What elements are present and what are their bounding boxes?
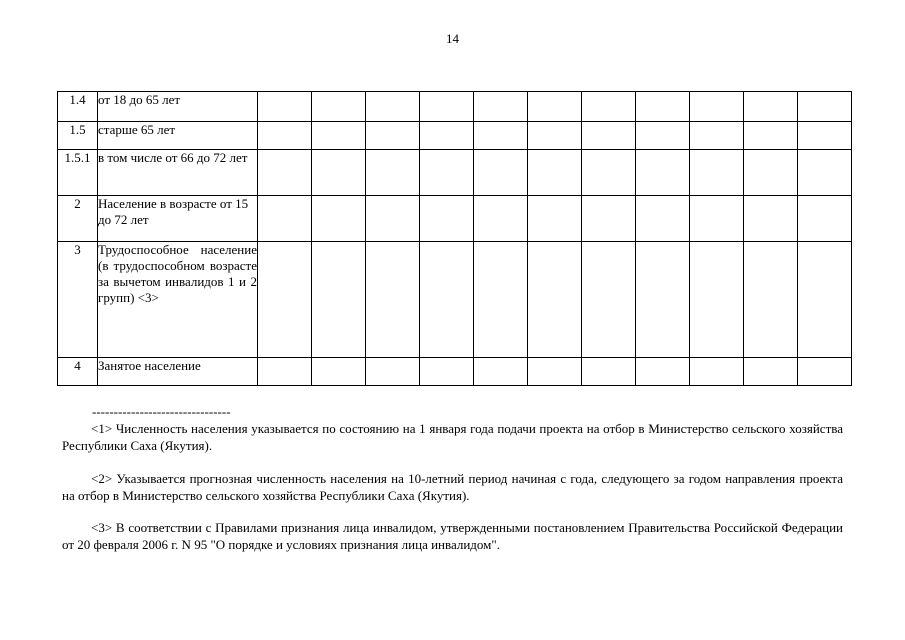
empty-value-cell [312, 242, 366, 358]
empty-value-cell [420, 122, 474, 150]
empty-value-cell [420, 150, 474, 196]
empty-value-cell [312, 122, 366, 150]
row-number-cell: 1.5 [58, 122, 98, 150]
empty-value-cell [690, 196, 744, 242]
empty-value-cell [798, 242, 852, 358]
table-row [58, 242, 852, 358]
empty-value-cell [366, 358, 420, 386]
row-number-cell: 2 [58, 196, 98, 242]
row-label-cell: Трудоспособное население (в трудоспособном возрасте за вычетом инвалидов 1 и 2 групп) <3> [98, 242, 258, 358]
empty-value-cell [420, 92, 474, 122]
row-number-cell: 1.4 [58, 92, 98, 122]
empty-value-cell [528, 150, 582, 196]
empty-value-cell [582, 122, 636, 150]
empty-value-cell [798, 358, 852, 386]
empty-value-cell [312, 358, 366, 386]
empty-value-cell [636, 196, 690, 242]
page-number: 14 [446, 31, 459, 46]
empty-value-cell [474, 150, 528, 196]
empty-value-cell [690, 242, 744, 358]
empty-value-cell [690, 122, 744, 150]
empty-value-cell [528, 92, 582, 122]
empty-value-cell [636, 242, 690, 358]
empty-value-cell [258, 196, 312, 242]
row-label-cell: в том числе от 66 до 72 лет [98, 150, 258, 196]
empty-value-cell [474, 122, 528, 150]
table-row [58, 196, 852, 242]
empty-value-cell [420, 358, 474, 386]
empty-value-cell [258, 150, 312, 196]
empty-value-cell [690, 92, 744, 122]
empty-value-cell [744, 150, 798, 196]
empty-value-cell [366, 122, 420, 150]
empty-value-cell [366, 196, 420, 242]
empty-value-cell [258, 92, 312, 122]
empty-value-cell [798, 196, 852, 242]
footnote-2: <2> Указывается прогнозная численность населения на 10-летний период начиная с года, следующего за годом направления проекта на отбор в Министерство сельского хозяйства Республики Саха (Якутия). [62, 471, 843, 503]
empty-value-cell [744, 358, 798, 386]
empty-value-cell [366, 150, 420, 196]
empty-value-cell [798, 92, 852, 122]
empty-value-cell [474, 242, 528, 358]
empty-value-cell [744, 122, 798, 150]
empty-value-cell [744, 196, 798, 242]
empty-value-cell [582, 242, 636, 358]
row-number-cell: 4 [58, 358, 98, 386]
empty-value-cell [474, 358, 528, 386]
empty-value-cell [582, 150, 636, 196]
empty-value-cell [636, 122, 690, 150]
row-number-cell: 3 [58, 242, 98, 358]
row-label-cell: от 18 до 65 лет [98, 92, 258, 122]
empty-value-cell [312, 196, 366, 242]
empty-value-cell [798, 122, 852, 150]
empty-value-cell [528, 242, 582, 358]
empty-value-cell [528, 358, 582, 386]
empty-value-cell [312, 150, 366, 196]
row-label-cell: Население в возрасте от 15 до 72 лет [98, 196, 258, 242]
population-table [57, 91, 852, 386]
empty-value-cell [690, 150, 744, 196]
empty-value-cell [798, 150, 852, 196]
empty-value-cell [636, 150, 690, 196]
table-row [58, 92, 852, 122]
row-number-cell: 1.5.1 [58, 150, 98, 196]
empty-value-cell [636, 358, 690, 386]
table-row [58, 122, 852, 150]
empty-value-cell [474, 196, 528, 242]
footnote-separator: -------------------------------- [92, 404, 231, 419]
footnote-1: <1> Численность населения указывается по состоянию на 1 января года подачи проекта на отбор в Министерство сельского хозяйства Республики Саха (Якутия). [62, 421, 843, 453]
empty-value-cell [528, 122, 582, 150]
empty-value-cell [366, 242, 420, 358]
empty-value-cell [690, 358, 744, 386]
empty-value-cell [582, 196, 636, 242]
empty-value-cell [582, 92, 636, 122]
empty-value-cell [744, 242, 798, 358]
empty-value-cell [636, 92, 690, 122]
empty-value-cell [420, 196, 474, 242]
empty-value-cell [420, 242, 474, 358]
empty-value-cell [528, 196, 582, 242]
empty-value-cell [258, 122, 312, 150]
footnote-3: <3> В соответствии с Правилами признания лица инвалидом, утвержденными постановлением Правительства Российской Федерации от 20 февраля 2006 г. N 95 "О порядке и условиях признания лица инвалидом". [62, 520, 843, 552]
empty-value-cell [582, 358, 636, 386]
empty-value-cell [312, 92, 366, 122]
empty-value-cell [474, 92, 528, 122]
empty-value-cell [258, 358, 312, 386]
table-row [58, 150, 852, 196]
empty-value-cell [366, 92, 420, 122]
empty-value-cell [744, 92, 798, 122]
table-row [58, 358, 852, 386]
row-label-cell: старше 65 лет [98, 122, 258, 150]
empty-value-cell [258, 242, 312, 358]
row-label-cell: Занятое население [98, 358, 258, 386]
